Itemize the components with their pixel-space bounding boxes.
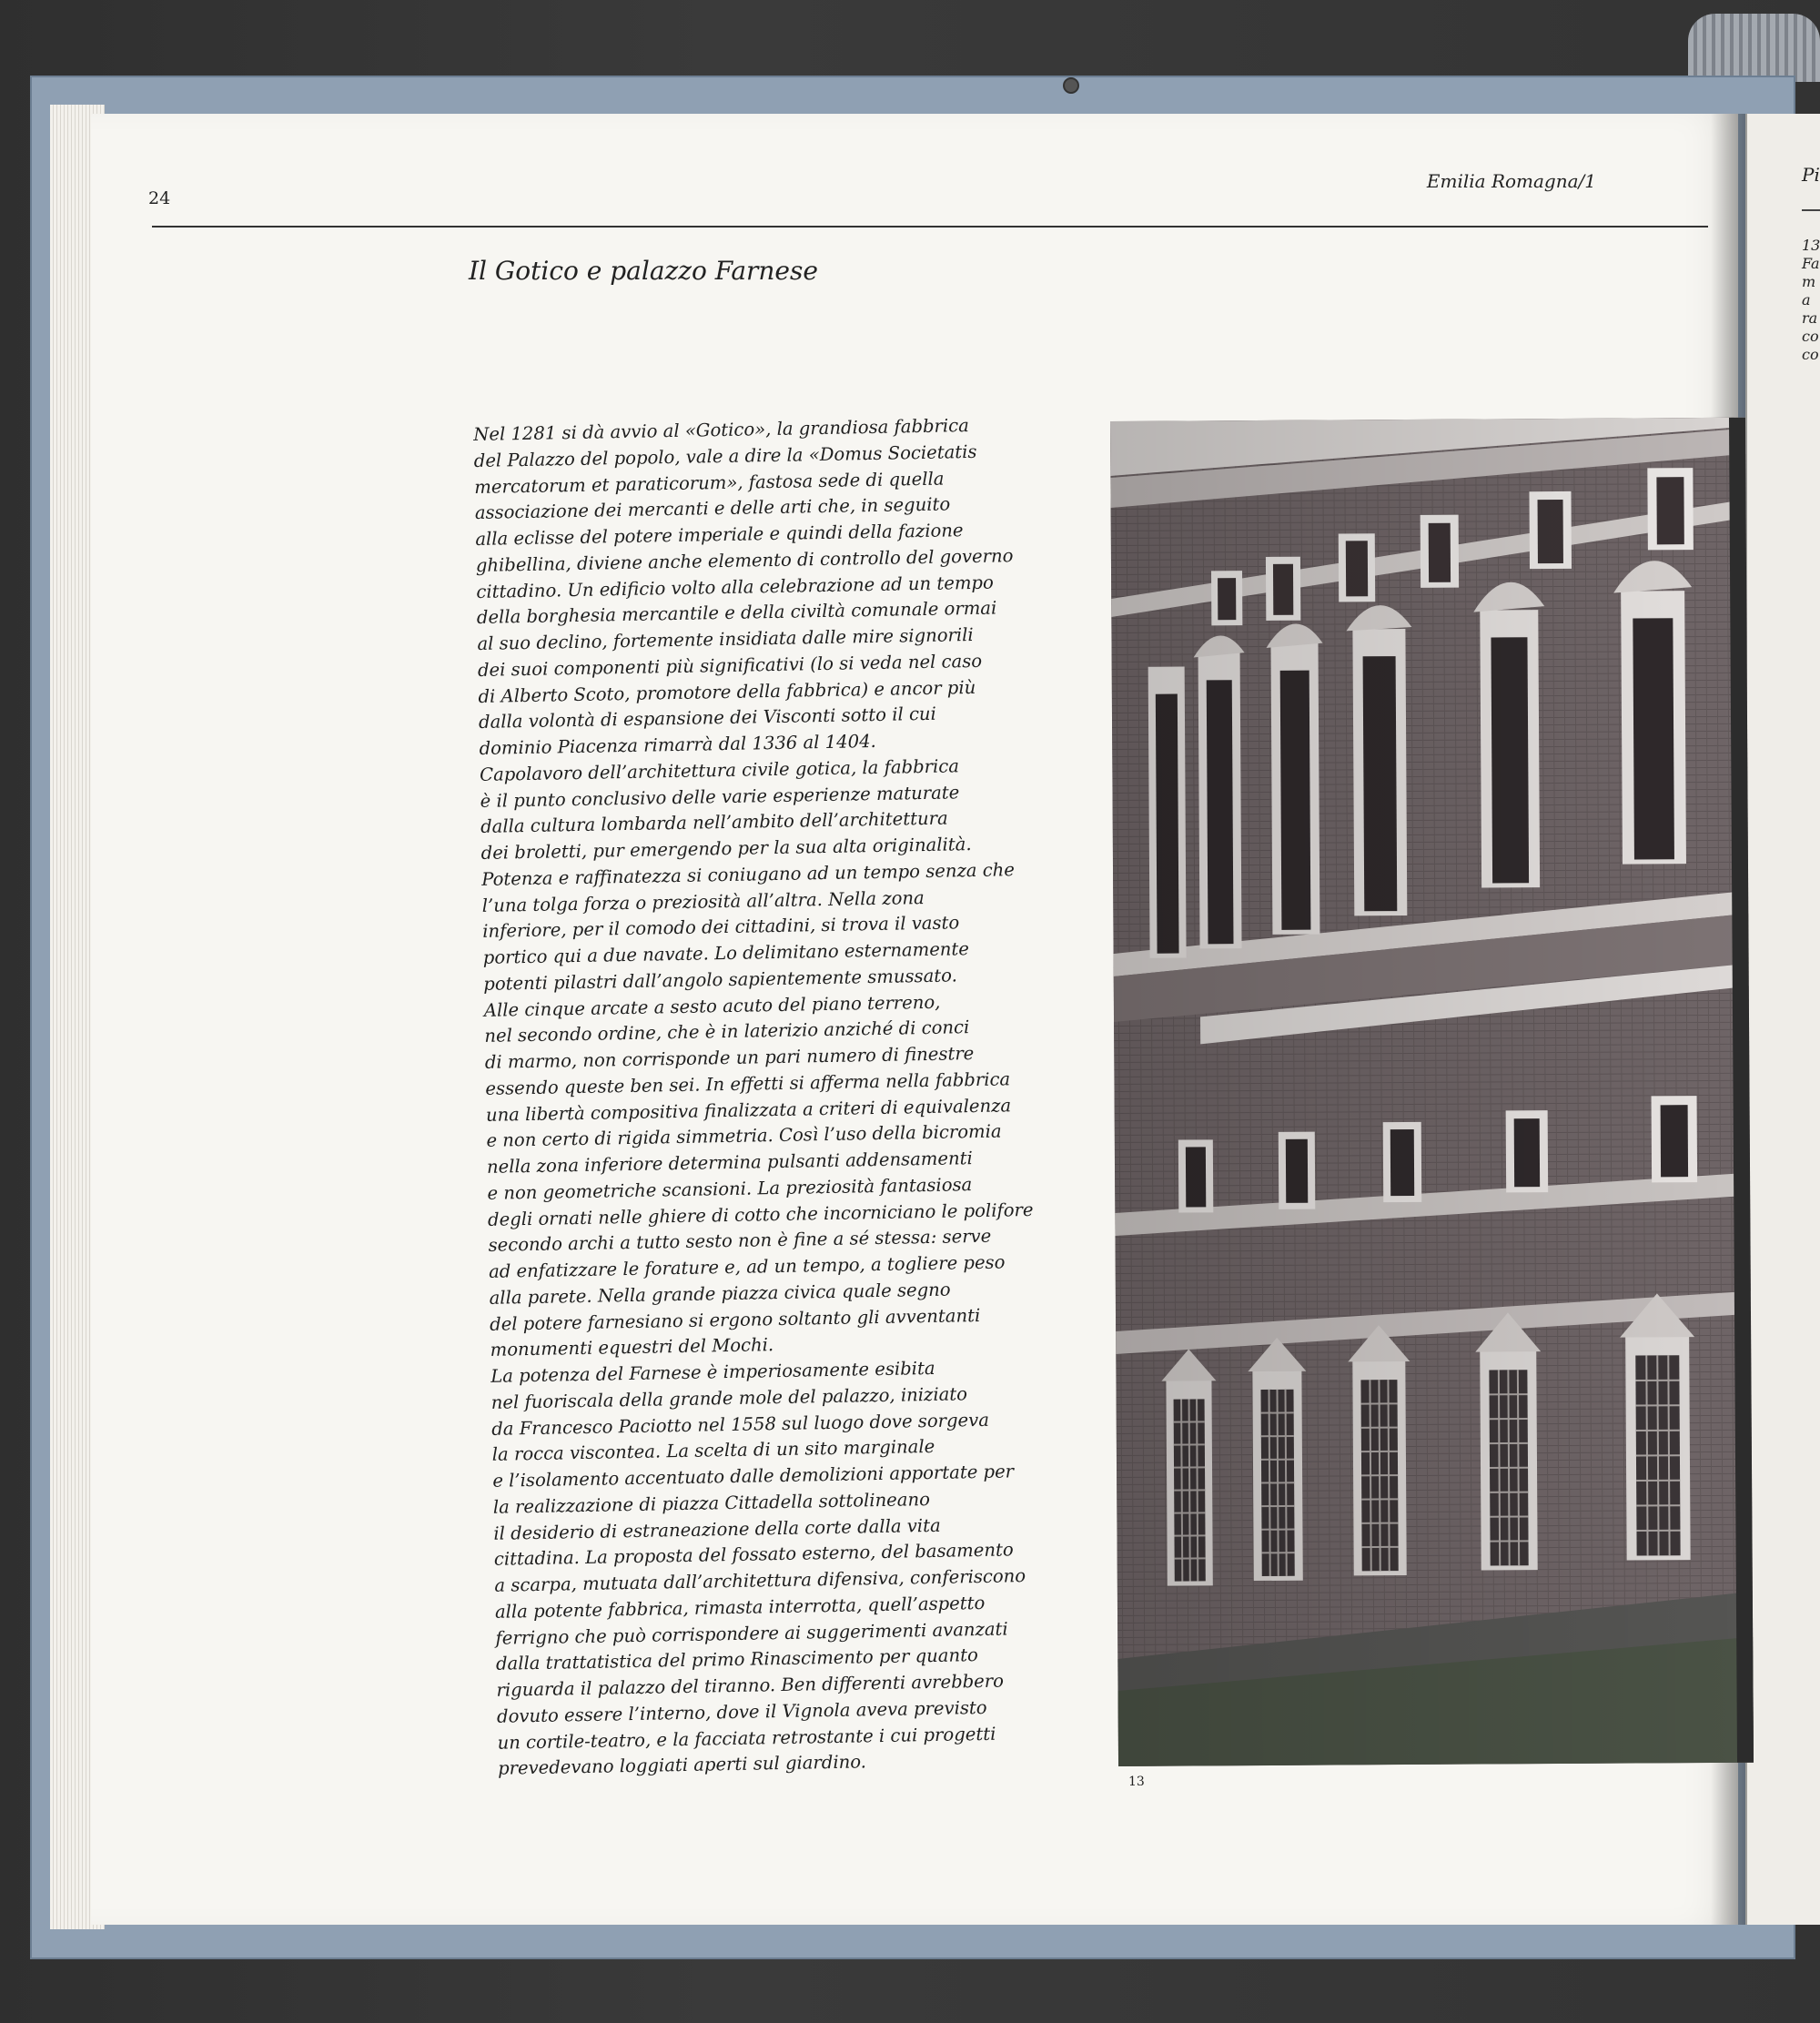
- body-line: è il punto conclusivo delle varie esperienze maturate: [480, 781, 960, 812]
- right-page-caption-line: Fa: [1802, 255, 1820, 272]
- body-line: dei suoi componenti più significativi (lo si veda nel caso: [477, 650, 983, 681]
- body-line: nella zona inferiore determina pulsanti addensamenti: [486, 1148, 973, 1178]
- body-line: nel secondo ordine, che è in laterizio anziché di conci: [484, 1017, 970, 1047]
- right-page-caption-line: co: [1802, 346, 1819, 363]
- running-head: Emilia Romagna/1: [1426, 170, 1596, 192]
- body-line: della borghesia mercantile e della civiltà comunale ormai: [476, 597, 997, 629]
- body-line: ferrigno che può corrispondere ai suggerimenti avanzati: [495, 1617, 1008, 1649]
- right-page: [1745, 114, 1820, 1925]
- body-line: alla eclisse del potere imperiale e quindi della fazione: [475, 520, 964, 550]
- right-page-caption-line: m: [1802, 273, 1816, 290]
- page-number: 24: [148, 188, 171, 208]
- right-page-caption-line: 13: [1802, 237, 1820, 254]
- body-line: dominio Piacenza rimarrà dal 1336 al 1404.: [479, 730, 876, 759]
- body-line: ad enfatizzare le forature e, ad un tempo, a togliere peso: [488, 1251, 1006, 1282]
- body-line: dalla cultura lombarda nell’ambito dell’architettura: [480, 807, 948, 838]
- body-line: la realizzazione di piazza Cittadella sottolineano: [492, 1488, 931, 1518]
- body-line: alla parete. Nella grande piazza civica quale segno: [489, 1279, 951, 1309]
- body-text: [473, 410, 1135, 1783]
- body-line: del potere farnesiano si ergono soltanto gli avventanti: [489, 1304, 981, 1335]
- right-page-rule: [1802, 209, 1820, 211]
- body-line: l’una tolga forza o preziosità all’altra. Nella zona: [481, 886, 925, 916]
- body-line: La potenza del Farnese è imperiosamente esibita: [490, 1357, 935, 1387]
- body-line: ghibellina, diviene anche elemento di controllo del governo: [475, 544, 1014, 576]
- body-line: Capolavoro dell’architettura civile gotica, la fabbrica: [479, 755, 960, 785]
- header-rule: [152, 226, 1708, 228]
- body-line: e non certo di rigida simmetria. Così l’uso della bicromia: [486, 1120, 1002, 1152]
- pin: [1063, 77, 1079, 94]
- body-line: essendo queste ben sei. In effetti si afferma nella fabbrica: [485, 1068, 1011, 1099]
- body-line: riguarda il palazzo del tiranno. Ben differenti avrebbero: [496, 1670, 1005, 1701]
- figure-number: 13: [1128, 1775, 1145, 1789]
- right-page-caption: [1802, 237, 1820, 364]
- body-line: da Francesco Paciotto nel 1558 sul luogo dove sorgeva: [491, 1409, 990, 1440]
- body-line: prevedevano loggiati aperti sul giardino.: [497, 1751, 867, 1779]
- body-line: portico qui a due navate. Lo delimitano esternamente: [482, 938, 970, 968]
- body-line: di Alberto Scoto, promotore della fabbrica) e ancor più: [478, 676, 976, 707]
- body-line: degli ornati nelle ghiere di cotto che incorniciano le polifore: [487, 1199, 1034, 1230]
- body-line: un cortile-teatro, e la facciata retrostante i cui progetti: [497, 1723, 996, 1754]
- body-line: cittadina. La proposta del fossato esterno, del basamento: [493, 1539, 1014, 1571]
- right-page-running-head: Pi: [1802, 164, 1820, 186]
- right-page-caption-line: co: [1802, 328, 1819, 345]
- body-line: e l’isolamento accentuato dalle demolizioni apportate per: [492, 1461, 1015, 1492]
- body-line: al suo declino, fortemente insidiata dalle mire signorili: [477, 623, 974, 654]
- body-line: dalla volontà di espansione dei Visconti sotto il cui: [478, 703, 937, 733]
- body-line: dalla trattatistica del primo Rinascimento per quanto: [495, 1644, 978, 1675]
- body-line: il desiderio di estraneazione della corte dalla vita: [493, 1514, 941, 1544]
- body-line: e non geometriche scansioni. La preziosità fantasiosa: [487, 1173, 973, 1204]
- section-title: Il Gotico e palazzo Farnese: [469, 256, 818, 286]
- body-line: Nel 1281 si dà avvio al «Gotico», la grandiosa fabbrica: [473, 415, 970, 445]
- body-line: Alle cinque arcate a sesto acuto del piano terreno,: [483, 991, 941, 1021]
- body-line: alla potente fabbrica, rimasta interrotta, quell’aspetto: [494, 1592, 986, 1623]
- body-line: mercatorum et paraticorum», fastosa sede di quella: [474, 468, 945, 498]
- body-line: nel fuoriscala della grande mole del palazzo, iniziato: [490, 1382, 968, 1413]
- body-line: di marmo, non corrisponde un pari numero di finestre: [484, 1043, 975, 1073]
- body-line: monumenti equestri del Mochi.: [490, 1334, 774, 1361]
- body-line: secondo archi a tutto sesto non è fine a sé stessa: serve: [488, 1225, 992, 1257]
- body-line: dei broletti, pur emergendo per la sua alta originalità.: [480, 834, 972, 864]
- body-line: potenti pilastri dall’angolo sapientemente smussato.: [483, 965, 958, 995]
- body-line: dovuto essere l’interno, dove il Vignola aveva previsto: [496, 1696, 987, 1727]
- body-line: a scarpa, mutuata dall’architettura difensiva, conferiscono: [494, 1565, 1026, 1596]
- body-line: una libertà compositiva finalizzata a criteri di equivalenza: [485, 1094, 1012, 1126]
- body-line: del Palazzo del popolo, vale a dire la «Domus Societatis: [473, 440, 977, 471]
- right-page-caption-line: a: [1802, 291, 1811, 309]
- binding-spiral: [1688, 14, 1820, 82]
- right-page-caption-line: ra: [1802, 309, 1818, 327]
- body-line: inferiore, per il comodo dei cittadini, si trova il vasto: [482, 912, 960, 943]
- body-line: associazione dei mercanti e delle arti che, in seguito: [474, 493, 951, 524]
- palazzo-farnese-photo: [1110, 418, 1754, 1766]
- body-line: cittadino. Un edificio volto alla celebrazione ad un tempo: [476, 571, 994, 602]
- body-line: Potenza e raffinatezza si coniugano ad un tempo senza che: [480, 858, 1016, 890]
- body-line: la rocca viscontea. La scelta di un sito marginale: [491, 1436, 935, 1466]
